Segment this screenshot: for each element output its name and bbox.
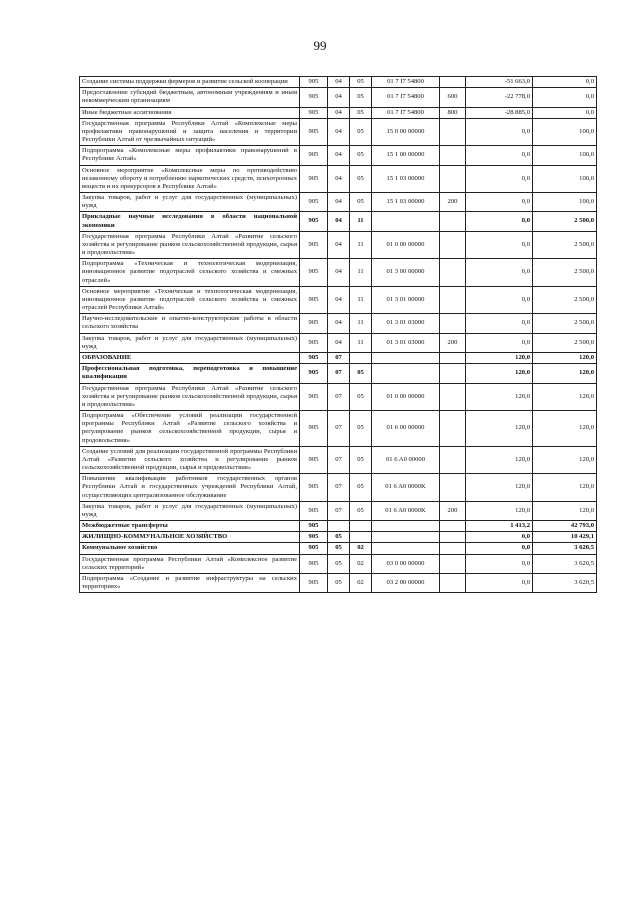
expense-type-cell bbox=[440, 286, 466, 314]
ministry-code-cell: 905 bbox=[300, 259, 328, 287]
table-row bbox=[80, 165, 597, 193]
ministry-code-cell: 905 bbox=[300, 411, 328, 447]
subsection-code-cell: 02 bbox=[350, 554, 372, 573]
section-code-cell: 04 bbox=[328, 118, 350, 146]
amount-change-cell: 0,0 bbox=[466, 554, 533, 573]
subsection-code-cell: 11 bbox=[350, 231, 372, 259]
section-code-cell: 05 bbox=[328, 532, 350, 543]
expense-type-cell bbox=[440, 259, 466, 287]
subsection-code-cell: 11 bbox=[350, 212, 372, 231]
table-row bbox=[80, 573, 597, 592]
ministry-code-cell: 905 bbox=[300, 333, 328, 352]
section-code-cell: 04 bbox=[328, 231, 350, 259]
amount-change-cell: 0,0 bbox=[466, 146, 533, 165]
section-code-cell: 05 bbox=[328, 554, 350, 573]
amount-change-cell: 0,0 bbox=[466, 333, 533, 352]
ministry-code-cell: 905 bbox=[300, 352, 328, 363]
subsection-code-cell: 05 bbox=[350, 165, 372, 193]
table-row bbox=[80, 77, 597, 88]
section-code-cell: 07 bbox=[328, 352, 350, 363]
table-row bbox=[80, 383, 597, 411]
row-name-cell: ОБРАЗОВАНИЕ bbox=[80, 352, 300, 363]
subsection-code-cell: 05 bbox=[350, 107, 372, 118]
row-name-cell: Основное мероприятие «Техническая и технологическая модернизация, инновационное развитие подотраслей сельского хозяйства и смежных отраслей Республики Алтай» bbox=[80, 286, 300, 314]
target-article-cell: 15 1 00 00000 bbox=[372, 146, 440, 165]
row-name-cell: Основное мероприятие «Комплексные меры по противодействию незаконному обороту и потреблению наркотических средств, психотропных веществ и их прекурсоров в Республике Алтай» bbox=[80, 165, 300, 193]
table-row bbox=[80, 521, 597, 532]
expense-type-cell bbox=[440, 212, 466, 231]
row-name-cell: Подпрограмма «Техническая и технологическая модернизация, инновационное развитие подотраслей сельского хозяйства и смежных отраслей» bbox=[80, 259, 300, 287]
row-name-cell: Профессиональная подготовка, переподготовка и повышение квалификации bbox=[80, 364, 300, 383]
section-code-cell: 07 bbox=[328, 474, 350, 502]
budget-table-body bbox=[80, 77, 597, 593]
table-row bbox=[80, 501, 597, 520]
amount-total-cell: 120,0 bbox=[533, 446, 597, 474]
row-name-cell: Научно-исследовательские и опытно-конструкторские работы в области сельского хозяйства bbox=[80, 314, 300, 333]
amount-total-cell: 120,0 bbox=[533, 474, 597, 502]
section-code-cell: 07 bbox=[328, 411, 350, 447]
section-code-cell: 04 bbox=[328, 77, 350, 88]
expense-type-cell: 600 bbox=[440, 88, 466, 107]
ministry-code-cell: 905 bbox=[300, 193, 328, 212]
subsection-code-cell: 05 bbox=[350, 193, 372, 212]
amount-total-cell: 0,0 bbox=[533, 77, 597, 88]
expense-type-cell: 200 bbox=[440, 333, 466, 352]
row-name-cell: Создание системы поддержки фермеров и развитие сельской кооперации bbox=[80, 77, 300, 88]
subsection-code-cell: 05 bbox=[350, 474, 372, 502]
subsection-code-cell: 11 bbox=[350, 333, 372, 352]
table-row bbox=[80, 88, 597, 107]
ministry-code-cell: 905 bbox=[300, 231, 328, 259]
table-row bbox=[80, 231, 597, 259]
target-article-cell bbox=[372, 532, 440, 543]
amount-change-cell: 120,0 bbox=[466, 446, 533, 474]
subsection-code-cell: 05 bbox=[350, 118, 372, 146]
expense-type-cell bbox=[440, 474, 466, 502]
subsection-code-cell: 05 bbox=[350, 411, 372, 447]
expense-type-cell bbox=[440, 352, 466, 363]
row-name-cell: Закупка товаров, работ и услуг для государственных (муниципальных) нужд bbox=[80, 501, 300, 520]
expense-type-cell bbox=[440, 521, 466, 532]
row-name-cell: Коммунальное хозяйство bbox=[80, 543, 300, 554]
expense-type-cell bbox=[440, 165, 466, 193]
row-name-cell: Государственная программа Республики Алтай «Развитие сельского хозяйства и регулирование рынков сельскохозяйственной продукции, сырья и продовольствия» bbox=[80, 383, 300, 411]
amount-total-cell: 2 500,0 bbox=[533, 231, 597, 259]
amount-total-cell: 0,0 bbox=[533, 88, 597, 107]
amount-total-cell: 42 793,0 bbox=[533, 521, 597, 532]
amount-change-cell: 0,0 bbox=[466, 573, 533, 592]
subsection-code-cell bbox=[350, 352, 372, 363]
row-name-cell: Подпрограмма «Комплексные меры профилактики правонарушений в Республике Алтай» bbox=[80, 146, 300, 165]
section-code-cell: 04 bbox=[328, 314, 350, 333]
target-article-cell: 01 3 01 00000 bbox=[372, 286, 440, 314]
ministry-code-cell: 905 bbox=[300, 532, 328, 543]
table-row bbox=[80, 474, 597, 502]
amount-change-cell: -22 778,0 bbox=[466, 88, 533, 107]
target-article-cell bbox=[372, 364, 440, 383]
expense-type-cell bbox=[440, 446, 466, 474]
row-name-cell: Подпрограмма «Создание и развитие инфраструктуры на сельских территориях» bbox=[80, 573, 300, 592]
ministry-code-cell: 905 bbox=[300, 77, 328, 88]
amount-total-cell: 120,0 bbox=[533, 352, 597, 363]
target-article-cell: 01 7 I7 54800 bbox=[372, 77, 440, 88]
section-code-cell bbox=[328, 521, 350, 532]
subsection-code-cell: 11 bbox=[350, 314, 372, 333]
table-row bbox=[80, 411, 597, 447]
target-article-cell: 15 1 03 00000 bbox=[372, 193, 440, 212]
section-code-cell: 07 bbox=[328, 383, 350, 411]
amount-total-cell: 120,0 bbox=[533, 411, 597, 447]
subsection-code-cell: 05 bbox=[350, 364, 372, 383]
row-name-cell: Государственная программа Республики Алтай «Комплексные меры профилактики правонарушений и защита населения и территории Республики Алтай от чрезвычайных ситуаций» bbox=[80, 118, 300, 146]
row-name-cell: Закупка товаров, работ и услуг для государственных (муниципальных) нужд bbox=[80, 193, 300, 212]
section-code-cell: 04 bbox=[328, 212, 350, 231]
subsection-code-cell: 02 bbox=[350, 543, 372, 554]
table-row bbox=[80, 259, 597, 287]
section-code-cell: 05 bbox=[328, 573, 350, 592]
amount-change-cell: 0,0 bbox=[466, 532, 533, 543]
target-article-cell: 03 2 00 00000 bbox=[372, 573, 440, 592]
amount-total-cell: 120,0 bbox=[533, 501, 597, 520]
expense-type-cell bbox=[440, 146, 466, 165]
amount-change-cell: 0,0 bbox=[466, 259, 533, 287]
target-article-cell bbox=[372, 352, 440, 363]
ministry-code-cell: 905 bbox=[300, 543, 328, 554]
page-number: 99 bbox=[313, 38, 327, 53]
subsection-code-cell bbox=[350, 532, 372, 543]
expense-type-cell bbox=[440, 383, 466, 411]
amount-total-cell: 2 500,0 bbox=[533, 314, 597, 333]
ministry-code-cell: 905 bbox=[300, 118, 328, 146]
amount-change-cell: 0,0 bbox=[466, 543, 533, 554]
subsection-code-cell: 05 bbox=[350, 146, 372, 165]
section-code-cell: 04 bbox=[328, 193, 350, 212]
amount-total-cell: 0,0 bbox=[533, 107, 597, 118]
subsection-code-cell: 05 bbox=[350, 88, 372, 107]
amount-change-cell: 120,0 bbox=[466, 501, 533, 520]
row-name-cell: Межбюджетные трансферты bbox=[80, 521, 300, 532]
amount-change-cell: 0,0 bbox=[466, 212, 533, 231]
amount-total-cell: 120,0 bbox=[533, 383, 597, 411]
subsection-code-cell: 02 bbox=[350, 573, 372, 592]
ministry-code-cell: 905 bbox=[300, 521, 328, 532]
row-name-cell: ЖИЛИЩНО-КОММУНАЛЬНОЕ ХОЗЯЙСТВО bbox=[80, 532, 300, 543]
target-article-cell: 01 3 00 00000 bbox=[372, 259, 440, 287]
row-name-cell: Повышение квалификации работников государственных органов Республики Алтай и государственных учреждений Республики Алтай, осуществляющих централизованное обслуживание bbox=[80, 474, 300, 502]
expense-type-cell bbox=[440, 554, 466, 573]
section-code-cell: 07 bbox=[328, 364, 350, 383]
ministry-code-cell: 905 bbox=[300, 314, 328, 333]
table-row bbox=[80, 446, 597, 474]
row-name-cell: Государственная программа Республики Алтай «Комплексное развитие сельских территорий» bbox=[80, 554, 300, 573]
target-article-cell: 01 6 A0 0000K bbox=[372, 474, 440, 502]
target-article-cell: 01 0 00 00000 bbox=[372, 231, 440, 259]
table-row bbox=[80, 543, 597, 554]
subsection-code-cell: 11 bbox=[350, 286, 372, 314]
amount-change-cell: 0,0 bbox=[466, 231, 533, 259]
amount-change-cell: 0,0 bbox=[466, 193, 533, 212]
target-article-cell: 01 3 01 03000 bbox=[372, 314, 440, 333]
subsection-code-cell: 05 bbox=[350, 501, 372, 520]
subsection-code-cell: 05 bbox=[350, 383, 372, 411]
subsection-code-cell: 11 bbox=[350, 259, 372, 287]
amount-total-cell: 3 620,5 bbox=[533, 554, 597, 573]
amount-change-cell: 120,0 bbox=[466, 474, 533, 502]
expense-type-cell: 200 bbox=[440, 193, 466, 212]
section-code-cell: 04 bbox=[328, 333, 350, 352]
amount-total-cell: 2 500,0 bbox=[533, 286, 597, 314]
amount-total-cell: 100,0 bbox=[533, 146, 597, 165]
section-code-cell: 04 bbox=[328, 165, 350, 193]
expense-type-cell bbox=[440, 77, 466, 88]
amount-total-cell: 10 429,1 bbox=[533, 532, 597, 543]
section-code-cell: 07 bbox=[328, 501, 350, 520]
amount-change-cell: -51 663,0 bbox=[466, 77, 533, 88]
expense-type-cell bbox=[440, 573, 466, 592]
target-article-cell: 01 6 A0 0000K bbox=[372, 501, 440, 520]
table-row bbox=[80, 364, 597, 383]
subsection-code-cell: 05 bbox=[350, 446, 372, 474]
row-name-cell: Закупка товаров, работ и услуг для государственных (муниципальных) нужд bbox=[80, 333, 300, 352]
ministry-code-cell: 905 bbox=[300, 474, 328, 502]
expense-type-cell bbox=[440, 411, 466, 447]
amount-change-cell: 120,0 bbox=[466, 352, 533, 363]
amount-total-cell: 3 620,5 bbox=[533, 543, 597, 554]
expense-type-cell bbox=[440, 543, 466, 554]
table-row bbox=[80, 118, 597, 146]
target-article-cell: 03 0 00 00000 bbox=[372, 554, 440, 573]
ministry-code-cell: 905 bbox=[300, 383, 328, 411]
amount-change-cell: 120,0 bbox=[466, 383, 533, 411]
row-name-cell: Подпрограмма «Обеспечение условий реализации государственной программы Республики Алтай «Развитие сельского хозяйства и регулирование рынков сельскохозяйственной продукции, сырья и продовольствия» bbox=[80, 411, 300, 447]
amount-total-cell: 120,0 bbox=[533, 364, 597, 383]
subsection-code-cell bbox=[350, 521, 372, 532]
budget-table bbox=[79, 76, 597, 593]
expense-type-cell bbox=[440, 364, 466, 383]
subsection-code-cell: 05 bbox=[350, 77, 372, 88]
amount-change-cell: -28 885,0 bbox=[466, 107, 533, 118]
section-code-cell: 05 bbox=[328, 543, 350, 554]
row-name-cell: Создание условий для реализации государственной программы Республики Алтай «Развитие сельского хозяйства и регулирование рынков сельскохозяйственной продукции, сырья и продовольствия» bbox=[80, 446, 300, 474]
table-row bbox=[80, 146, 597, 165]
ministry-code-cell: 905 bbox=[300, 573, 328, 592]
amount-total-cell: 100,0 bbox=[533, 165, 597, 193]
target-article-cell: 01 7 I7 54800 bbox=[372, 107, 440, 118]
amount-total-cell: 3 620,5 bbox=[533, 573, 597, 592]
section-code-cell: 04 bbox=[328, 259, 350, 287]
ministry-code-cell: 905 bbox=[300, 501, 328, 520]
row-name-cell: Прикладные научные исследования в области национальной экономики bbox=[80, 212, 300, 231]
target-article-cell: 15 1 03 00000 bbox=[372, 165, 440, 193]
amount-total-cell: 100,0 bbox=[533, 118, 597, 146]
target-article-cell bbox=[372, 543, 440, 554]
amount-total-cell: 100,0 bbox=[533, 193, 597, 212]
section-code-cell: 04 bbox=[328, 146, 350, 165]
target-article-cell bbox=[372, 212, 440, 231]
amount-change-cell: 0,0 bbox=[466, 314, 533, 333]
amount-change-cell: 0,0 bbox=[466, 165, 533, 193]
amount-total-cell: 2 500,0 bbox=[533, 212, 597, 231]
table-row bbox=[80, 193, 597, 212]
table-row bbox=[80, 352, 597, 363]
table-row bbox=[80, 314, 597, 333]
row-name-cell: Иные бюджетные ассигнования bbox=[80, 107, 300, 118]
target-article-cell: 01 3 01 03000 bbox=[372, 333, 440, 352]
table-row bbox=[80, 107, 597, 118]
target-article-cell: 01 7 I7 54800 bbox=[372, 88, 440, 107]
amount-change-cell: 0,0 bbox=[466, 118, 533, 146]
table-row bbox=[80, 554, 597, 573]
section-code-cell: 04 bbox=[328, 88, 350, 107]
ministry-code-cell: 905 bbox=[300, 146, 328, 165]
expense-type-cell bbox=[440, 118, 466, 146]
expense-type-cell: 800 bbox=[440, 107, 466, 118]
ministry-code-cell: 905 bbox=[300, 107, 328, 118]
amount-change-cell: 1 413,2 bbox=[466, 521, 533, 532]
ministry-code-cell: 905 bbox=[300, 364, 328, 383]
ministry-code-cell: 905 bbox=[300, 286, 328, 314]
amount-change-cell: 120,0 bbox=[466, 411, 533, 447]
section-code-cell: 04 bbox=[328, 107, 350, 118]
ministry-code-cell: 905 bbox=[300, 554, 328, 573]
ministry-code-cell: 905 bbox=[300, 212, 328, 231]
ministry-code-cell: 905 bbox=[300, 165, 328, 193]
section-code-cell: 04 bbox=[328, 286, 350, 314]
target-article-cell: 01 6 A0 00000 bbox=[372, 446, 440, 474]
table-row bbox=[80, 333, 597, 352]
table-row bbox=[80, 532, 597, 543]
target-article-cell: 01 6 00 00000 bbox=[372, 411, 440, 447]
table-row bbox=[80, 212, 597, 231]
section-code-cell: 07 bbox=[328, 446, 350, 474]
row-name-cell: Предоставление субсидий бюджетным, автономным учреждениям и иным некоммерческим организациям bbox=[80, 88, 300, 107]
expense-type-cell bbox=[440, 314, 466, 333]
table-row bbox=[80, 286, 597, 314]
target-article-cell: 15 0 00 00000 bbox=[372, 118, 440, 146]
ministry-code-cell: 905 bbox=[300, 88, 328, 107]
amount-change-cell: 120,0 bbox=[466, 364, 533, 383]
amount-change-cell: 0,0 bbox=[466, 286, 533, 314]
ministry-code-cell: 905 bbox=[300, 446, 328, 474]
row-name-cell: Государственная программа Республики Алтай «Развитие сельского хозяйства и регулирование рынков сельскохозяйственной продукции, сырья и продовольствия» bbox=[80, 231, 300, 259]
target-article-cell: 01 0 00 00000 bbox=[372, 383, 440, 411]
expense-type-cell: 200 bbox=[440, 501, 466, 520]
amount-total-cell: 2 500,0 bbox=[533, 333, 597, 352]
expense-type-cell bbox=[440, 231, 466, 259]
amount-total-cell: 2 500,0 bbox=[533, 259, 597, 287]
expense-type-cell bbox=[440, 532, 466, 543]
target-article-cell bbox=[372, 521, 440, 532]
